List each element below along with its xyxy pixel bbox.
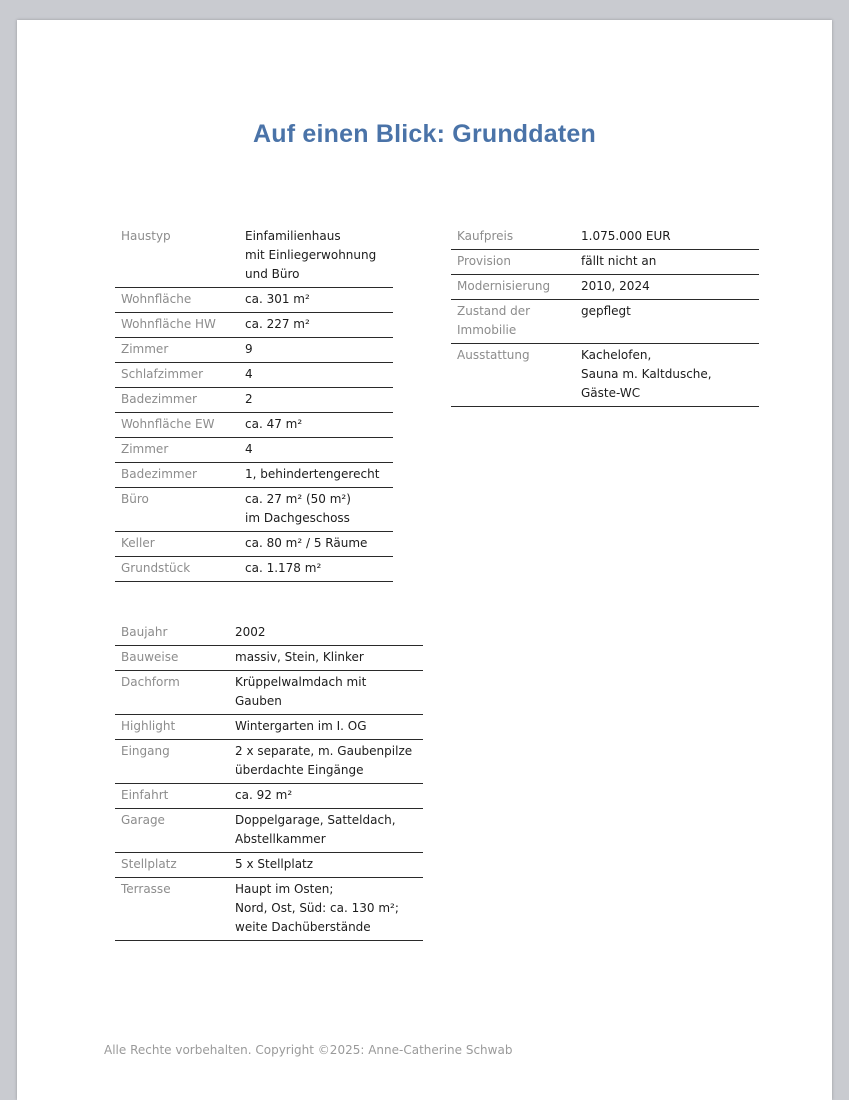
row-label: Keller <box>115 532 239 557</box>
table-row <box>115 313 393 338</box>
table-row <box>451 225 759 250</box>
row-value: Kachelofen, Sauna m. Kaltdusche, Gäste-WC <box>575 344 759 407</box>
row-label: Garage <box>115 809 229 853</box>
table-row <box>115 413 393 438</box>
table-row <box>115 853 423 878</box>
row-value: fällt nicht an <box>575 250 759 275</box>
table-row <box>115 532 393 557</box>
table-row <box>115 488 393 532</box>
row-label: Eingang <box>115 740 229 784</box>
row-value: ca. 1.178 m² <box>239 557 393 582</box>
table-row <box>115 740 423 784</box>
table-row <box>115 225 393 288</box>
row-label: Kaufpreis <box>451 225 575 250</box>
row-value: 1.075.000 EUR <box>575 225 759 250</box>
row-value: Doppelgarage, Satteldach, Abstellkammer <box>229 809 423 853</box>
table-row <box>115 463 393 488</box>
table-row <box>451 275 759 300</box>
table-row <box>115 621 423 646</box>
row-value: Einfamilienhaus mit Einliegerwohnung und Büro <box>239 225 393 288</box>
row-label: Schlafzimmer <box>115 363 239 388</box>
row-value: ca. 301 m² <box>239 288 393 313</box>
table-row <box>115 646 423 671</box>
row-label: Terrasse <box>115 878 229 941</box>
row-label: Zimmer <box>115 338 239 363</box>
table-row <box>115 671 423 715</box>
row-label: Stellplatz <box>115 853 229 878</box>
table-row <box>115 878 423 941</box>
row-label: Haustyp <box>115 225 239 288</box>
table-row <box>115 557 393 582</box>
row-value: massiv, Stein, Klinker <box>229 646 423 671</box>
row-value: Krüppelwalmdach mit Gauben <box>229 671 423 715</box>
row-label: Einfahrt <box>115 784 229 809</box>
row-label: Badezimmer <box>115 388 239 413</box>
row-value: 2010, 2024 <box>575 275 759 300</box>
table-row <box>115 288 393 313</box>
table-row <box>115 715 423 740</box>
row-label: Wohnfläche <box>115 288 239 313</box>
row-value: 9 <box>239 338 393 363</box>
row-value: ca. 47 m² <box>239 413 393 438</box>
row-label: Provision <box>451 250 575 275</box>
row-label: Wohnfläche HW <box>115 313 239 338</box>
row-value: ca. 92 m² <box>229 784 423 809</box>
row-value: Haupt im Osten; Nord, Ost, Süd: ca. 130 m²; weite Dachüberstände <box>229 878 423 941</box>
table-row <box>451 300 759 344</box>
row-label: Highlight <box>115 715 229 740</box>
row-label: Baujahr <box>115 621 229 646</box>
table-row <box>115 388 393 413</box>
price-data-table <box>451 225 759 407</box>
copyright-footer: Alle Rechte vorbehalten. Copyright ©2025: Anne-Catherine Schwab <box>104 1043 513 1057</box>
row-label: Bauweise <box>115 646 229 671</box>
table-row <box>115 438 393 463</box>
row-label: Grundstück <box>115 557 239 582</box>
row-value: 1, behindertengerecht <box>239 463 393 488</box>
page-title: Auf einen Blick: Grunddaten <box>253 120 596 148</box>
table-row <box>115 784 423 809</box>
row-value: 2 <box>239 388 393 413</box>
row-label: Wohnfläche EW <box>115 413 239 438</box>
row-value: 5 x Stellplatz <box>229 853 423 878</box>
table-row <box>451 250 759 275</box>
house-data-table <box>115 225 393 582</box>
row-label: Zustand der Immobilie <box>451 300 575 344</box>
document-page <box>17 20 832 1100</box>
row-value: ca. 80 m² / 5 Räume <box>239 532 393 557</box>
row-value: 4 <box>239 438 393 463</box>
row-value: ca. 227 m² <box>239 313 393 338</box>
table-row <box>451 344 759 407</box>
table-row <box>115 338 393 363</box>
row-label: Büro <box>115 488 239 532</box>
table-row <box>115 809 423 853</box>
row-label: Badezimmer <box>115 463 239 488</box>
row-label: Dachform <box>115 671 229 715</box>
row-label: Modernisierung <box>451 275 575 300</box>
row-value: 2 x separate, m. Gaubenpilze überdachte Eingänge <box>229 740 423 784</box>
row-label: Ausstattung <box>451 344 575 407</box>
row-value: Wintergarten im I. OG <box>229 715 423 740</box>
row-label: Zimmer <box>115 438 239 463</box>
table-row <box>115 363 393 388</box>
construction-data-table <box>115 621 423 941</box>
row-value: ca. 27 m² (50 m²) im Dachgeschoss <box>239 488 393 532</box>
row-value: 2002 <box>229 621 423 646</box>
row-value: gepflegt <box>575 300 759 344</box>
row-value: 4 <box>239 363 393 388</box>
